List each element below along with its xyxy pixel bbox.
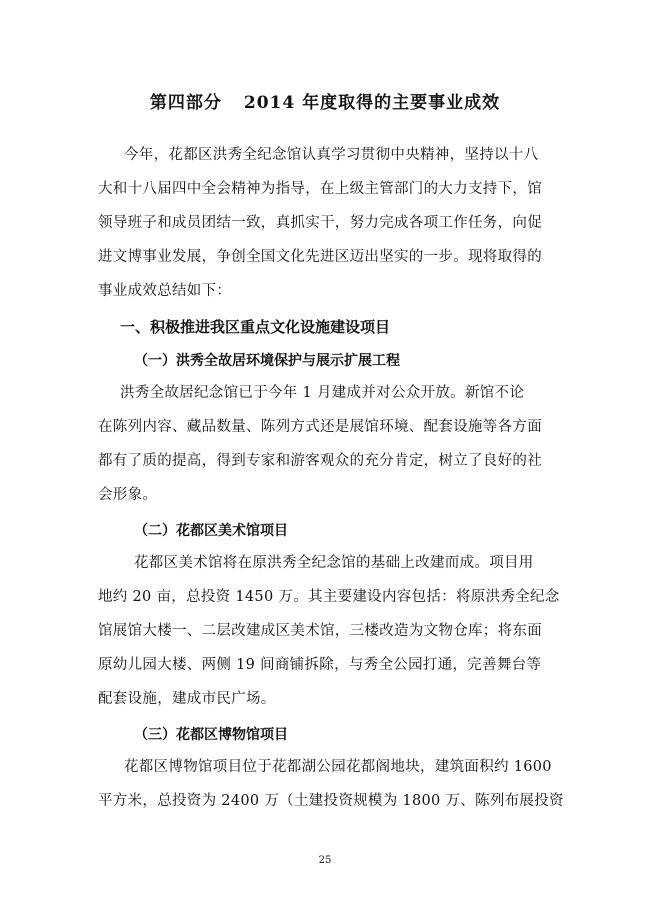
sub2-line-4: 原幼儿园大楼、两侧 19 间商铺拆除，与秀全公园打通，完善舞台等 (98, 657, 542, 673)
page-number: 25 (318, 855, 332, 866)
sub3-line-2: 平方米，总投资为 2400 万（土建投资规模为 1800 万、陈列布展投资 (98, 793, 564, 809)
section-heading: 一、积极推进我区重点文化设施建设项目 (120, 318, 391, 336)
title-text: 2014 年度取得的主要事业成效 (243, 93, 501, 113)
sub3-line-1: 花都区博物馆项目位于花都湖公园花都阁地块，建筑面积约 1600 (124, 759, 552, 775)
sub2-line-1: 花都区美术馆将在原洪秀全纪念馆的基础上改建而成。项目用 (134, 555, 534, 571)
page-title (0, 88, 650, 113)
sub1-line-2: 在陈列内容、藏品数量、陈列方式还是展馆环境、配套设施等各方面 (98, 419, 542, 435)
intro-line-5: 事业成效总结如下： (98, 283, 232, 299)
sub1-line-3: 都有了质的提高，得到专家和游客观众的充分肯定，树立了良好的社 (98, 453, 542, 469)
sub2-line-5: 配套设施，建成市民广场。 (98, 691, 276, 707)
subsection-heading-1: （一）洪秀全故居环境保护与展示扩展工程 (134, 353, 400, 369)
sub1-line-4: 会形象。 (98, 487, 158, 503)
intro-line-4: 进文博事业发展，争创全国文化先进区迈出坚实的一步。现将取得的 (98, 249, 542, 265)
subsection-heading-3: （三）花都区博物馆项目 (134, 727, 288, 743)
sub2-line-2: 地约 20 亩，总投资 1450 万。其主要建设内容包括：将原洪秀全纪念 (98, 589, 560, 605)
subsection-heading-2: （二）花都区美术馆项目 (134, 523, 288, 539)
intro-line-3: 领导班子和成员团结一致，真抓实干，努力完成各项工作任务，向促 (98, 215, 542, 231)
title-part: 第四部分 (149, 93, 222, 113)
sub1-line-1: 洪秀全故居纪念馆已于今年 1 月建成并对公众开放。新馆不论 (120, 385, 525, 401)
intro-line-2: 大和十八届四中全会精神为指导，在上级主管部门的大力支持下，馆 (98, 181, 542, 197)
intro-line-1: 今年，花都区洪秀全纪念馆认真学习贯彻中央精神，坚持以十八 (124, 147, 539, 163)
sub2-line-3: 馆展馆大楼一、二层改建成区美术馆，三楼改造为文物仓库；将东面 (98, 623, 542, 639)
